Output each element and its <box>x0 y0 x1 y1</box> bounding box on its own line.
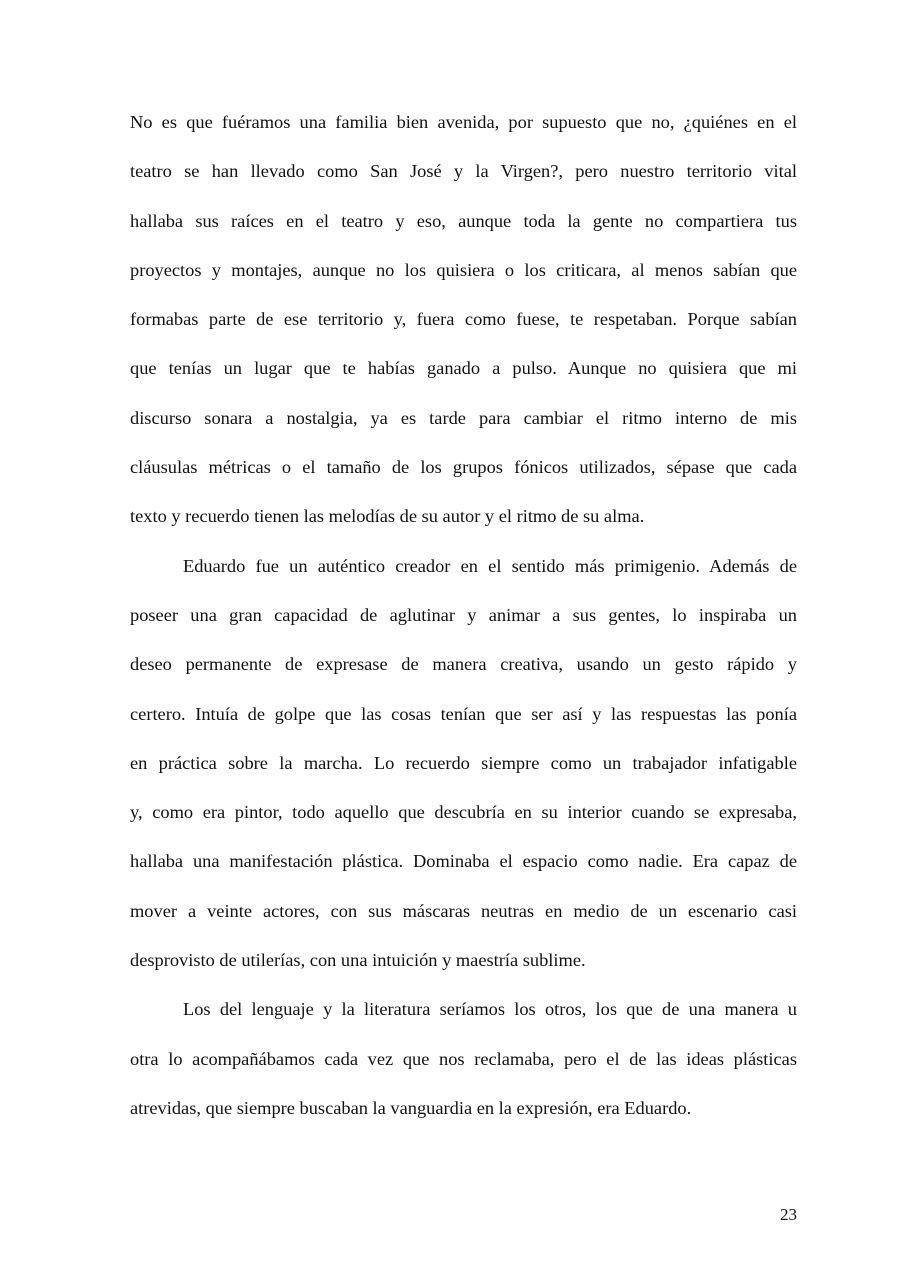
text-line: hallaba una manifestación plástica. Dominaba el espacio como nadie. Era capaz de <box>130 851 797 872</box>
text-line: que tenías un lugar que te habías ganado a pulso. Aunque no quisiera que mi <box>130 358 797 379</box>
text-line: en práctica sobre la marcha. Lo recuerdo siempre como un trabajador infatigable <box>130 752 797 773</box>
text-line: proyectos y montajes, aunque no los quisiera o los criticara, al menos sabían que <box>130 259 797 280</box>
page-number: 23 <box>780 1205 797 1224</box>
text-line: formabas parte de ese territorio y, fuera como fuese, te respetaban. Porque sabían <box>130 309 797 330</box>
text-line: deseo permanente de expresase de manera creativa, usando un gesto rápido y <box>130 654 797 675</box>
text-line: cláusulas métricas o el tamaño de los grupos fónicos utilizados, sépase que cada <box>130 457 797 478</box>
text-line: certero. Intuía de golpe que las cosas tenían que ser así y las respuestas las ponía <box>130 703 797 724</box>
text-line: Eduardo fue un auténtico creador en el sentido más primigenio. Además de <box>183 555 797 576</box>
text-line: atrevidas, que siempre buscaban la vanguardia en la expresión, era Eduardo. <box>130 1097 692 1118</box>
text-line: Los del lenguaje y la literatura seríamos los otros, los que de una manera u <box>183 999 797 1020</box>
body-text <box>130 104 797 1139</box>
paragraph-3 <box>130 991 797 1139</box>
paragraph-2 <box>130 548 797 992</box>
text-line: y, como era pintor, todo aquello que descubría en su interior cuando se expresaba, <box>130 802 797 823</box>
text-line: discurso sonara a nostalgia, ya es tarde para cambiar el ritmo interno de mis <box>130 407 797 428</box>
text-line: mover a veinte actores, con sus máscaras neutras en medio de un escenario casi <box>130 900 797 921</box>
text-line: hallaba sus raíces en el teatro y eso, aunque toda la gente no compartiera tus <box>130 210 797 231</box>
text-line: teatro se han llevado como San José y la Virgen?, pero nuestro territorio vital <box>130 161 797 182</box>
text-line: desprovisto de utilerías, con una intuición y maestría sublime. <box>130 950 586 971</box>
text-line: otra lo acompañábamos cada vez que nos reclamaba, pero el de las ideas plásticas <box>130 1048 797 1069</box>
text-line: No es que fuéramos una familia bien avenida, por supuesto que no, ¿quiénes en el <box>130 112 797 132</box>
text-line: texto y recuerdo tienen las melodías de su autor y el ritmo de su alma. <box>130 506 645 527</box>
paragraph-1 <box>130 104 797 548</box>
text-line: poseer una gran capacidad de aglutinar y animar a sus gentes, lo inspiraba un <box>130 604 797 625</box>
